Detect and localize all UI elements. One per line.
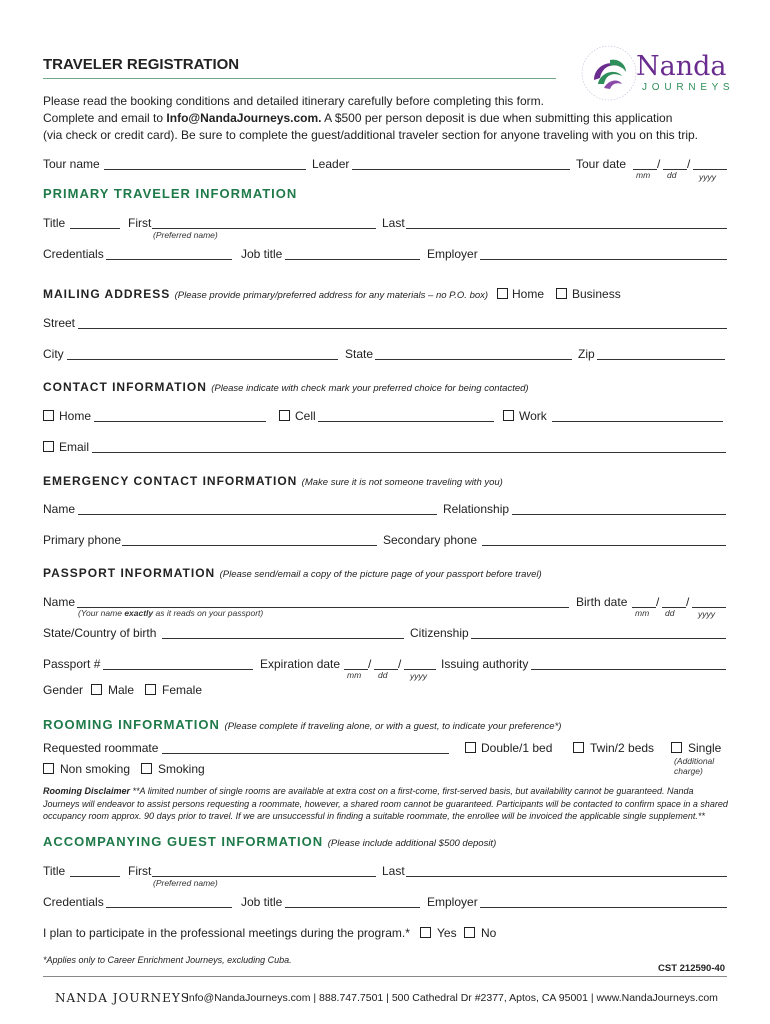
footer-brand: NANDA JOURNEYS bbox=[55, 991, 190, 1005]
guest-first-field[interactable] bbox=[152, 876, 376, 877]
logo-wordmark: Nanda bbox=[636, 51, 727, 82]
job-title-field[interactable] bbox=[285, 259, 420, 260]
home-label: Home bbox=[512, 287, 545, 301]
heading-text: ACCOMPANYING GUEST INFORMATION bbox=[43, 834, 324, 849]
relationship-label: Relationship bbox=[443, 502, 510, 516]
primary-phone-label: Primary phone bbox=[43, 533, 122, 547]
tour-date-label: Tour date bbox=[576, 157, 627, 171]
title-label: Title bbox=[43, 216, 66, 230]
credentials-field[interactable] bbox=[106, 259, 232, 260]
intro-line-3: (via check or credit card). Be sure to complete the guest/additional traveler section for anyone traveling with you on this trip. bbox=[43, 128, 698, 142]
tour-date-yyyy-field[interactable] bbox=[693, 169, 727, 170]
heading-text: EMERGENCY CONTACT INFORMATION bbox=[43, 474, 298, 488]
disclaimer-line: occupancy room approx. 90 days prior to travel. If we are unsuccessful in finding a suitable roommate, the enrollee will be invoiced the applicable single supplement.** bbox=[43, 811, 705, 821]
street-label: Street bbox=[43, 316, 76, 330]
guest-credentials-label: Credentials bbox=[43, 895, 104, 909]
guest-job-title-label: Job title bbox=[241, 895, 283, 909]
email-field[interactable] bbox=[92, 452, 726, 453]
additional-charge-note: charge) bbox=[674, 766, 703, 776]
smoking-checkbox[interactable] bbox=[141, 763, 152, 774]
work-phone-checkbox[interactable] bbox=[503, 410, 514, 421]
contact-information-heading bbox=[43, 380, 529, 396]
mm-hint: mm bbox=[635, 608, 650, 618]
preferred-name-hint: (Preferred name) bbox=[153, 878, 218, 888]
first-field[interactable] bbox=[152, 228, 376, 229]
mailing-note: (Please provide primary/preferred address for any materials – no P.O. box) bbox=[174, 290, 489, 301]
dd-hint: dd bbox=[665, 608, 675, 618]
intro-email: Info@NandaJourneys.com. bbox=[166, 111, 322, 125]
rooming-note: (Please complete if traveling alone, or with a guest, to indicate your preference*) bbox=[224, 721, 562, 732]
heading-text: CONTACT INFORMATION bbox=[43, 380, 207, 394]
intro-line-2 bbox=[43, 110, 672, 127]
zip-label: Zip bbox=[578, 347, 595, 361]
passport-name-label: Name bbox=[43, 595, 76, 609]
first-label: First bbox=[128, 216, 152, 230]
yyyy-hint: yyyy bbox=[698, 609, 715, 619]
issuing-authority-label: Issuing authority bbox=[441, 657, 529, 671]
mailing-address-heading bbox=[43, 287, 488, 303]
state-label: State bbox=[345, 347, 374, 361]
hint-emphasis: exactly bbox=[124, 608, 154, 618]
employer-label: Employer bbox=[427, 247, 478, 261]
date-slash: / bbox=[686, 595, 690, 609]
leader-field[interactable] bbox=[352, 169, 570, 170]
disclaimer-label: Rooming Disclaimer bbox=[43, 786, 131, 796]
home-phone-checkbox[interactable] bbox=[43, 410, 54, 421]
emergency-name-label: Name bbox=[43, 502, 76, 516]
rooming-information-heading bbox=[43, 718, 561, 734]
citizenship-label: Citizenship bbox=[410, 626, 469, 640]
tour-name-label: Tour name bbox=[43, 157, 100, 171]
heading-text: MAILING ADDRESS bbox=[43, 287, 171, 301]
form-code: CST 212590-40 bbox=[658, 963, 726, 974]
female-label: Female bbox=[162, 683, 203, 697]
employer-field[interactable] bbox=[480, 259, 727, 260]
date-slash: / bbox=[687, 157, 691, 171]
logo-subtitle: J O U R N E Y S bbox=[642, 82, 731, 93]
emergency-note: (Make sure it is not someone traveling with you) bbox=[301, 477, 503, 488]
meetings-yes-checkbox[interactable] bbox=[420, 927, 431, 938]
non-smoking-checkbox[interactable] bbox=[43, 763, 54, 774]
meetings-yes-label: Yes bbox=[437, 926, 457, 940]
rooming-disclaimer bbox=[43, 785, 733, 823]
emergency-name-field[interactable] bbox=[78, 514, 437, 515]
title-rule bbox=[43, 78, 556, 79]
preferred-name-hint: (Preferred name) bbox=[153, 230, 218, 240]
female-checkbox[interactable] bbox=[145, 684, 156, 695]
smoking-label: Smoking bbox=[158, 762, 205, 776]
meetings-no-label: No bbox=[481, 926, 497, 940]
guest-title-field[interactable] bbox=[70, 876, 120, 877]
relationship-field[interactable] bbox=[512, 514, 726, 515]
home-phone-field[interactable] bbox=[94, 421, 266, 422]
intro-text: Complete and email to bbox=[43, 111, 167, 125]
yyyy-hint: yyyy bbox=[410, 671, 427, 681]
male-label: Male bbox=[108, 683, 135, 697]
citizenship-field[interactable] bbox=[471, 638, 726, 639]
heading-text: PASSPORT INFORMATION bbox=[43, 566, 216, 580]
passport-number-field[interactable] bbox=[103, 669, 253, 670]
logo-swirl-icon bbox=[580, 44, 638, 102]
title-field[interactable] bbox=[70, 228, 120, 229]
date-slash: / bbox=[398, 657, 402, 671]
last-label: Last bbox=[382, 216, 405, 230]
nanda-logo bbox=[580, 44, 740, 104]
guest-last-field[interactable] bbox=[406, 876, 727, 877]
yyyy-hint: yyyy bbox=[699, 172, 716, 182]
guest-employer-field[interactable] bbox=[480, 907, 727, 908]
email-checkbox[interactable] bbox=[43, 441, 54, 452]
primary-traveler-heading: PRIMARY TRAVELER INFORMATION bbox=[43, 186, 298, 201]
passport-note: (Please send/email a copy of the picture page of your passport before travel) bbox=[219, 569, 542, 580]
disclaimer-line: Journeys will endeavor to assist persons requesting a roommate, however, a shared room cannot be guaranteed. Participants will be contacted to confirm space in a shared bbox=[43, 798, 728, 809]
single-room-label: Single bbox=[688, 741, 722, 755]
email-label: Email bbox=[59, 440, 90, 454]
intro-text: A $500 per person deposit is due when submitting this application bbox=[321, 111, 673, 125]
secondary-phone-field[interactable] bbox=[482, 545, 726, 546]
guest-job-title-field[interactable] bbox=[285, 907, 420, 908]
guest-credentials-field[interactable] bbox=[106, 907, 232, 908]
birth-date-yyyy-field[interactable] bbox=[692, 607, 726, 608]
job-title-label: Job title bbox=[241, 247, 283, 261]
passport-name-hint bbox=[78, 608, 263, 618]
emergency-contact-heading bbox=[43, 474, 503, 490]
disclaimer-line bbox=[43, 785, 733, 798]
disclaimer-text: **A limited number of single rooms are available at extra cost on a first-come, first-served basis, but availability cannot be guaranteed. Nanda bbox=[130, 786, 694, 796]
meetings-footnote: *Applies only to Career Enrichment Journeys, excluding Cuba. bbox=[43, 955, 292, 965]
page-title: TRAVELER REGISTRATION bbox=[43, 56, 240, 73]
mm-hint: mm bbox=[347, 670, 362, 680]
twin-beds-checkbox[interactable] bbox=[573, 742, 584, 753]
date-slash: / bbox=[368, 657, 372, 671]
tour-name-field[interactable] bbox=[104, 169, 306, 170]
passport-number-label: Passport # bbox=[43, 657, 101, 671]
business-address-checkbox[interactable] bbox=[556, 288, 567, 299]
male-checkbox[interactable] bbox=[91, 684, 102, 695]
guest-first-label: First bbox=[128, 864, 152, 878]
street-field[interactable] bbox=[78, 328, 727, 329]
gender-label: Gender bbox=[43, 683, 84, 697]
guest-note: (Please include additional $500 deposit) bbox=[327, 838, 497, 849]
home-address-checkbox[interactable] bbox=[497, 288, 508, 299]
single-room-checkbox[interactable] bbox=[671, 742, 682, 753]
zip-field[interactable] bbox=[597, 359, 725, 360]
non-smoking-label: Non smoking bbox=[60, 762, 131, 776]
double-bed-checkbox[interactable] bbox=[465, 742, 476, 753]
city-label: City bbox=[43, 347, 64, 361]
leader-label: Leader bbox=[312, 157, 350, 171]
primary-phone-field[interactable] bbox=[122, 545, 377, 546]
work-phone-field[interactable] bbox=[552, 421, 723, 422]
double-bed-label: Double/1 bed bbox=[481, 741, 553, 755]
home-phone-label: Home bbox=[59, 409, 92, 423]
mm-hint: mm bbox=[636, 170, 651, 180]
passport-information-heading bbox=[43, 566, 542, 582]
birth-date-label: Birth date bbox=[576, 595, 628, 609]
intro-line-1: Please read the booking conditions and detailed itinerary carefully before completing this form. bbox=[43, 94, 544, 108]
secondary-phone-label: Secondary phone bbox=[383, 533, 478, 547]
state-field[interactable] bbox=[375, 359, 572, 360]
guest-last-label: Last bbox=[382, 864, 405, 878]
work-phone-label: Work bbox=[519, 409, 547, 423]
cell-phone-checkbox[interactable] bbox=[279, 410, 290, 421]
hint-text: as it reads on your passport) bbox=[153, 608, 264, 618]
footer-rule bbox=[43, 976, 727, 977]
contact-note: (Please indicate with check mark your preferred choice for being contacted) bbox=[211, 383, 529, 394]
expiration-date-label: Expiration date bbox=[260, 657, 341, 671]
state-country-field[interactable] bbox=[162, 638, 404, 639]
date-slash: / bbox=[656, 595, 660, 609]
state-country-label: State/Country of birth bbox=[43, 626, 157, 640]
requested-roommate-label: Requested roommate bbox=[43, 741, 159, 755]
cell-phone-label: Cell bbox=[295, 409, 316, 423]
guest-title-label: Title bbox=[43, 864, 66, 878]
twin-beds-label: Twin/2 beds bbox=[590, 741, 655, 755]
last-field[interactable] bbox=[406, 228, 727, 229]
meetings-no-checkbox[interactable] bbox=[464, 927, 475, 938]
hint-text: (Your name bbox=[78, 608, 125, 618]
city-field[interactable] bbox=[67, 359, 338, 360]
guest-employer-label: Employer bbox=[427, 895, 478, 909]
heading-text: ROOMING INFORMATION bbox=[43, 717, 220, 732]
dd-hint: dd bbox=[378, 670, 388, 680]
issuing-authority-field[interactable] bbox=[531, 669, 726, 670]
business-label: Business bbox=[572, 287, 621, 301]
footer-contact: Info@NandaJourneys.com | 888.747.7501 | 500 Cathedral Dr #2377, Aptos, CA 95001 | www.NandaJourneys.com bbox=[186, 992, 718, 1004]
meetings-question: I plan to participate in the professional meetings during the program.* bbox=[43, 926, 410, 940]
accompanying-guest-heading bbox=[43, 835, 496, 851]
additional-charge-note: (Additional bbox=[674, 756, 715, 766]
expiration-yyyy-field[interactable] bbox=[404, 669, 436, 670]
dd-hint: dd bbox=[667, 170, 677, 180]
credentials-label: Credentials bbox=[43, 247, 104, 261]
requested-roommate-field[interactable] bbox=[162, 753, 449, 754]
date-slash: / bbox=[657, 157, 661, 171]
cell-phone-field[interactable] bbox=[318, 421, 494, 422]
